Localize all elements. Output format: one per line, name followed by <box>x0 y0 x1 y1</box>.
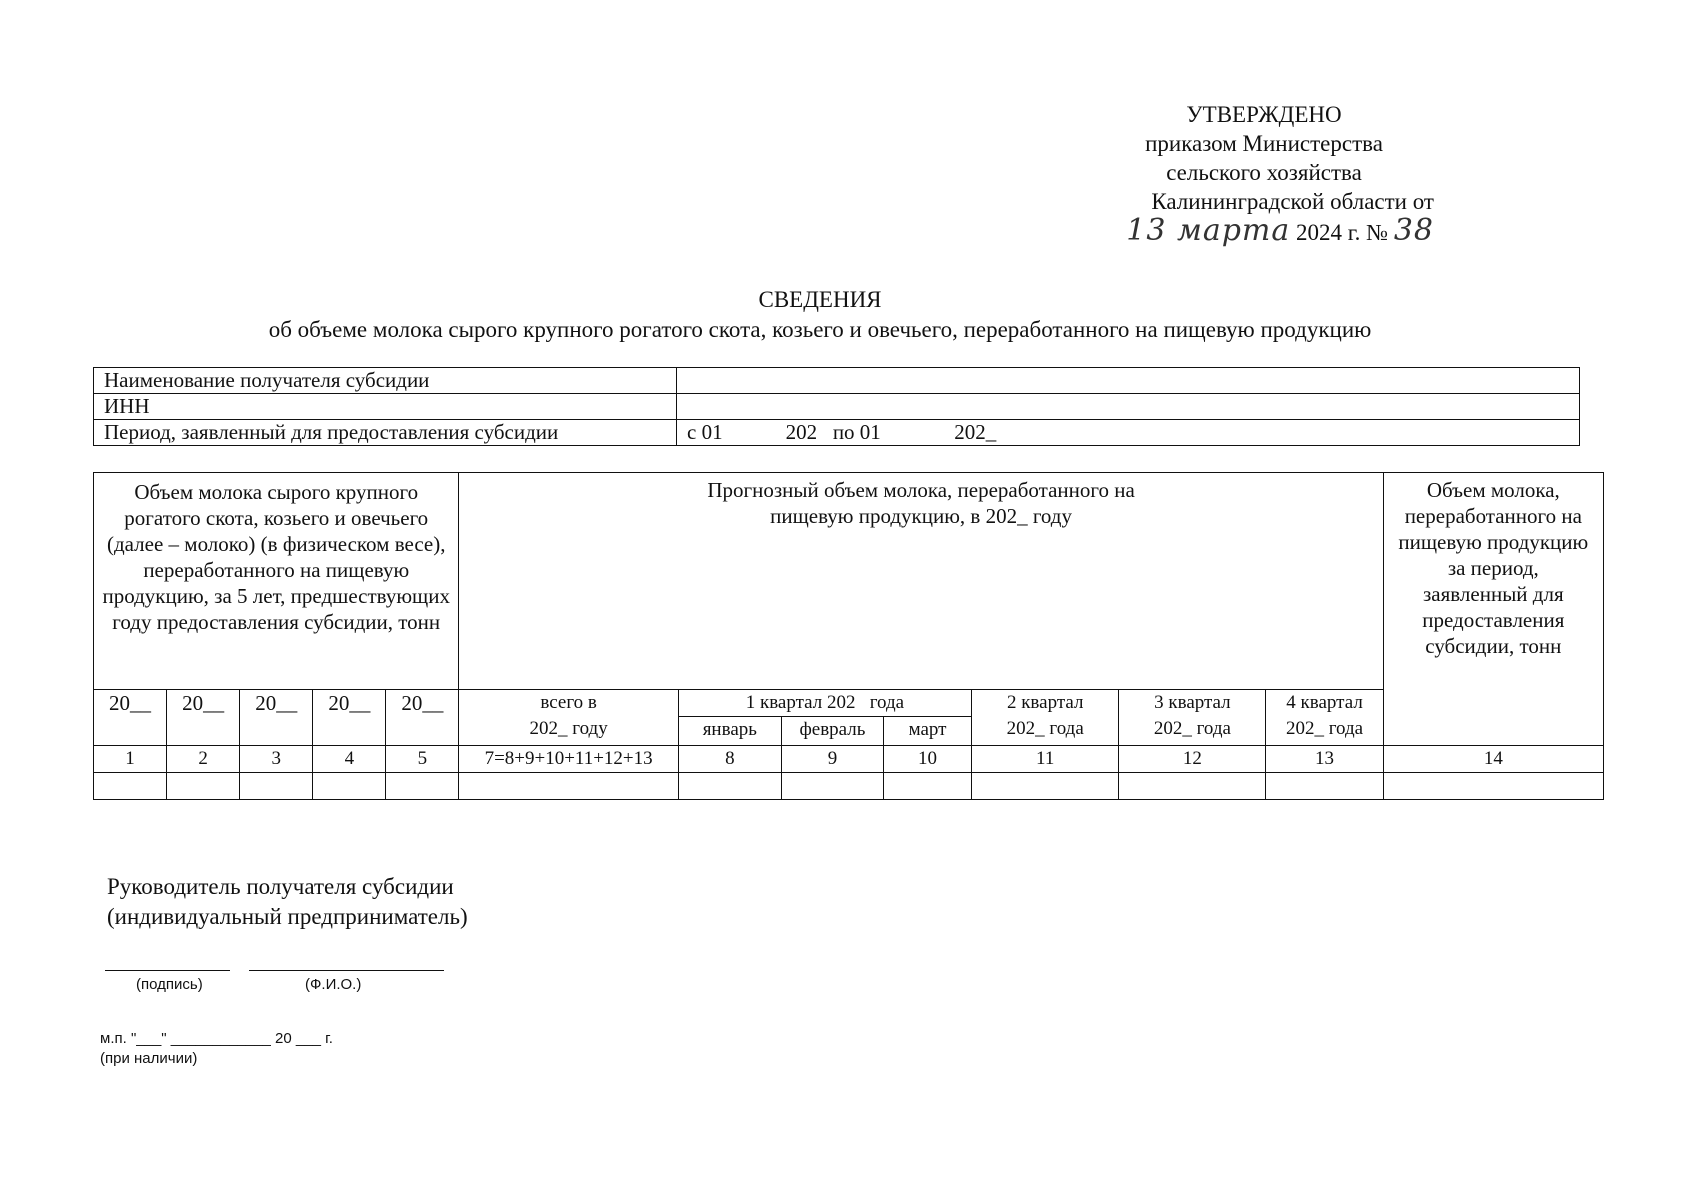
q2-header: 2 квартал 202_ года <box>972 690 1119 746</box>
name-caption: (Ф.И.О.) <box>305 976 362 993</box>
approval-line: приказом Министерства <box>1145 131 1383 156</box>
handwritten-number: 38 <box>1393 213 1434 248</box>
table-row <box>94 690 1604 717</box>
data-cell[interactable] <box>884 773 972 800</box>
data-cell[interactable] <box>94 773 167 800</box>
year-header: 20__ <box>386 690 459 746</box>
table-row <box>94 368 1580 394</box>
q4-header: 4 квартал 202_ года <box>1266 690 1383 746</box>
total-header: всего в 202_ году <box>459 690 678 746</box>
period-volume-header: Объем молока, переработанного на пищевую продукцию за период, заявленный для предоставления субсидии, тонн <box>1383 473 1603 746</box>
column-number: 9 <box>781 746 883 773</box>
column-number: 5 <box>386 746 459 773</box>
title-heading: СВЕДЕНИЯ <box>758 287 882 312</box>
signature-title: Руководитель получателя субсидии <box>107 874 454 899</box>
data-cell[interactable] <box>386 773 459 800</box>
column-number: 14 <box>1383 746 1603 773</box>
column-number: 13 <box>1266 746 1383 773</box>
signature-block <box>107 872 468 932</box>
column-number: 4 <box>313 746 386 773</box>
inn-label: ИНН <box>94 394 677 420</box>
month-header: март <box>884 717 972 746</box>
data-cell[interactable] <box>313 773 386 800</box>
table-row <box>94 746 1604 773</box>
recipient-info-table <box>93 367 1580 446</box>
column-number: 8 <box>678 746 781 773</box>
document-title <box>0 285 1640 345</box>
period-label: Период, заявленный для предоставления субсидии <box>94 420 677 446</box>
approval-line: сельского хозяйства <box>1166 160 1362 185</box>
signature-subtitle: (индивидуальный предприниматель) <box>107 904 468 929</box>
data-cell[interactable] <box>1383 773 1603 800</box>
data-cell[interactable] <box>781 773 883 800</box>
stamp-date: м.п. "___" ____________ 20 ___ г. <box>100 1030 333 1047</box>
stamp-note: (при наличии) <box>100 1050 198 1067</box>
data-cell[interactable] <box>1119 773 1266 800</box>
data-cell[interactable] <box>459 773 678 800</box>
title-subheading: об объеме молока сырого крупного рогатого скота, козьего и овечьего, переработанного на пищевую продукцию <box>268 317 1372 342</box>
column-number: 11 <box>972 746 1119 773</box>
table-row <box>94 773 1604 800</box>
recipient-name-value[interactable] <box>677 368 1580 394</box>
milk-volume-table <box>93 472 1604 800</box>
column-number: 10 <box>884 746 972 773</box>
approval-block <box>1094 100 1434 247</box>
column-number: 3 <box>240 746 313 773</box>
data-cell[interactable] <box>972 773 1119 800</box>
forecast-header: Прогнозный объем молока, переработанного на пищевую продукцию, в 202_ году <box>459 473 1383 690</box>
order-year: 2024 г. № <box>1296 220 1389 245</box>
table-row <box>94 473 1604 690</box>
year-header: 20__ <box>240 690 313 746</box>
approval-line: Калининградской области от <box>1151 189 1434 214</box>
month-header: январь <box>678 717 781 746</box>
column-number: 7=8+9+10+11+12+13 <box>459 746 678 773</box>
column-number: 2 <box>167 746 240 773</box>
table-row <box>94 394 1580 420</box>
data-cell[interactable] <box>167 773 240 800</box>
year-header: 20__ <box>94 690 167 746</box>
q3-header: 3 квартал 202_ года <box>1119 690 1266 746</box>
data-cell[interactable] <box>678 773 781 800</box>
table-row <box>94 420 1580 446</box>
data-cell[interactable] <box>1266 773 1383 800</box>
handwritten-date: 13 марта <box>1126 213 1291 248</box>
signature-caption: (подпись) <box>136 976 203 993</box>
q1-header: 1 квартал 202 года <box>678 690 971 717</box>
recipient-name-label: Наименование получателя субсидии <box>94 368 677 394</box>
history-header: Объем молока сырого крупного рогатого скота, козьего и овечьего (далее – молоко) (в физическом весе), переработанного на пищевую продукцию, за 5 лет, предшествующих году предоставления субсидии, тонн <box>94 473 459 690</box>
column-number: 12 <box>1119 746 1266 773</box>
column-number: 1 <box>94 746 167 773</box>
inn-value[interactable] <box>677 394 1580 420</box>
data-cell[interactable] <box>240 773 313 800</box>
period-value[interactable]: с 01 202 по 01 202_ <box>677 420 1580 446</box>
month-header: февраль <box>781 717 883 746</box>
name-line[interactable] <box>249 970 444 971</box>
signature-line[interactable] <box>105 970 230 971</box>
approval-title: УТВЕРЖДЕНО <box>1186 102 1342 127</box>
year-header: 20__ <box>167 690 240 746</box>
year-header: 20__ <box>313 690 386 746</box>
approval-date-line <box>1094 213 1434 248</box>
